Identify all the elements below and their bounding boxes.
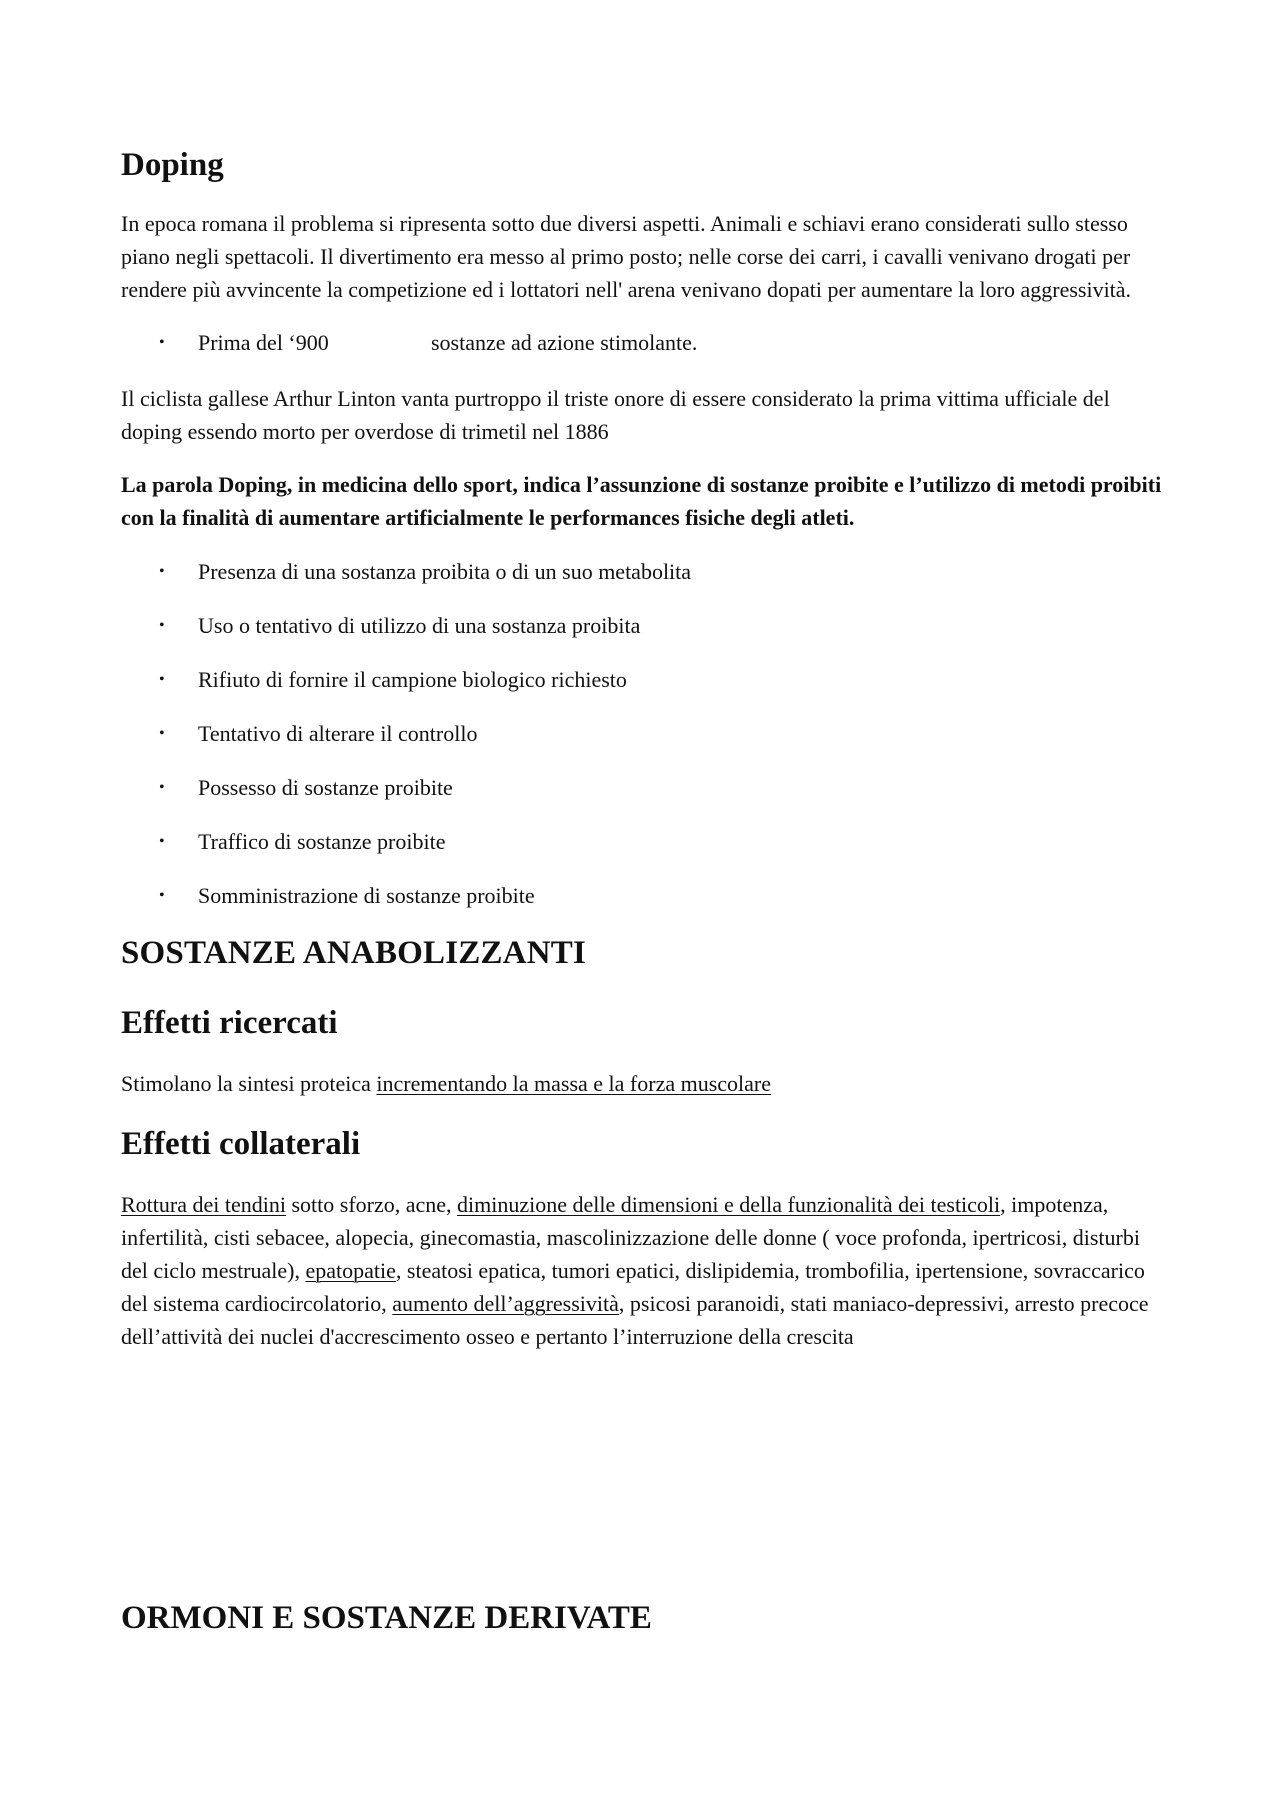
effects-paragraph [121, 1067, 1171, 1100]
violation-text: Somministrazione di sostanze proibite [198, 883, 535, 908]
bullet-icon: • [159, 617, 165, 634]
prima-label: Prima del ‘900 [198, 330, 329, 355]
list-item [121, 609, 1171, 642]
side-effect-underlined: Rottura dei tendini [121, 1192, 286, 1217]
hormones-heading: ORMONI E SOSTANZE DERIVATE [121, 1600, 652, 1636]
doping-heading: Doping [121, 147, 224, 183]
side-effect-underlined: diminuzione delle dimensioni e della funzionalità dei testicoli [457, 1192, 1001, 1217]
side-effect-underlined: epatopatie [305, 1258, 396, 1283]
violation-text: Presenza di una sostanza proibita o di un suo metabolita [198, 559, 692, 584]
list-item [121, 663, 1171, 696]
intro-paragraph: In epoca romana il problema si ripresenta sotto due diversi aspetti. Animali e schiavi erano considerati sullo stesso piano negli spettacoli. Il divertimento era messo al primo posto; nelle corse dei carri, i cavalli venivano drogati per rendere più avvincente la competizione ed i lottatori nell' arena venivano dopati per aumentare la loro aggressività. [121, 211, 1132, 302]
linton-paragraph: Il ciclista gallese Arthur Linton vanta purtroppo il triste onore di essere considerato la prima vittima ufficiale del doping essendo morto per overdose di trimetil nel 1886 [121, 386, 1110, 444]
prima-list [121, 326, 1171, 359]
anabolic-heading: SOSTANZE ANABOLIZZANTI [121, 935, 587, 971]
bullet-icon: • [159, 563, 165, 580]
violation-text: Possesso di sostanze proibite [198, 775, 453, 800]
effects-underlined-text: incrementando la massa e la forza muscolare [376, 1071, 771, 1096]
list-item [121, 326, 1171, 359]
violation-text: Uso o tentativo di utilizzo di una sostanza proibita [198, 613, 641, 638]
side-effects-heading: Effetti collaterali [121, 1126, 361, 1162]
side-effects-paragraph [121, 1188, 1171, 1353]
side-effect-text: , steatosi epatica, tumori epatici, dislipidemia, trombofilia, ipertensione, sovraccarico del sistema cardiocircolatorio, [121, 1258, 1145, 1316]
bullet-icon: • [159, 671, 165, 688]
bullet-icon: • [159, 779, 165, 796]
list-item [121, 825, 1171, 858]
doping-definition: La parola Doping, in medicina dello sport, indica l’assunzione di sostanze proibite e l’utilizzo di metodi proibiti con la finalità di aumentare artificialmente le performances fisiche degli atleti. [121, 472, 1162, 530]
document-content [121, 145, 1171, 1353]
prima-text: sostanze ad azione stimolante. [431, 330, 698, 355]
side-effect-underlined: aumento dell’aggressività [392, 1291, 619, 1316]
effects-text: Stimolano la sintesi proteica [121, 1071, 377, 1096]
violations-list [121, 555, 1171, 912]
bullet-icon: • [159, 334, 165, 351]
side-effect-text: sotto sforzo, acne, [285, 1192, 458, 1217]
list-item [121, 879, 1171, 912]
bullet-icon: • [159, 725, 165, 742]
bullet-icon: • [159, 833, 165, 850]
list-item [121, 555, 1171, 588]
side-effect-text: , psicosi paranoidi, stati maniaco-depressivi, arresto precoce dell’attività dei nuclei d'accrescimento osseo e pertanto l’interruzione della crescita [121, 1291, 1149, 1349]
list-item [121, 717, 1171, 750]
effects-heading: Effetti ricercati [121, 1005, 338, 1041]
side-effect-text: , impotenza, infertilità, cisti sebacee, alopecia, ginecomastia, mascolinizzazione delle donne ( voce profonda, ipertricosi, disturbi del ciclo mestruale), [121, 1192, 1140, 1283]
list-item [121, 771, 1171, 804]
violation-text: Traffico di sostanze proibite [198, 829, 446, 854]
violation-text: Tentativo di alterare il controllo [198, 721, 478, 746]
bullet-icon: • [159, 887, 165, 904]
violation-text: Rifiuto di fornire il campione biologico richiesto [198, 667, 627, 692]
